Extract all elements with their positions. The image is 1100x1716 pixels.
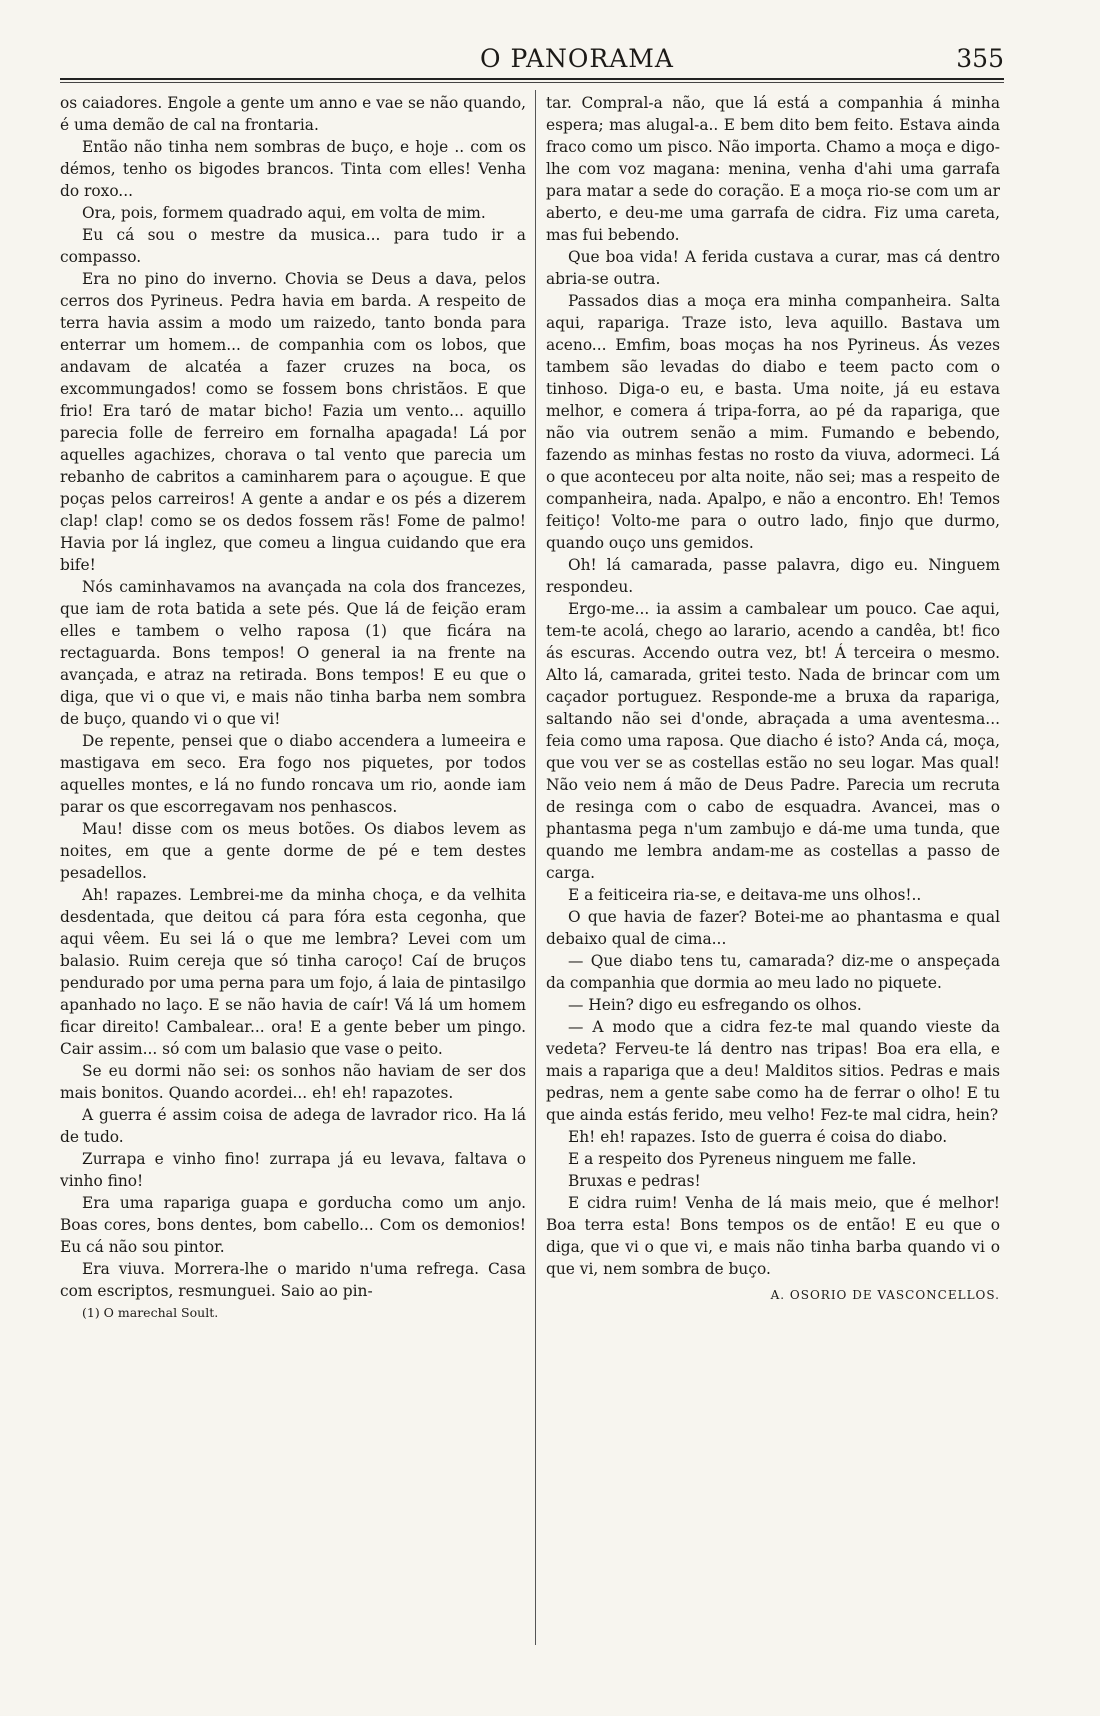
author-signature: A. OSORIO DE VASCONCELLOS. — [770, 1288, 1000, 1302]
paragraph: Era no pino do inverno. Chovia se Deus a dava, pelos cerros dos Pyrineus. Pedra havia em barda. A respeito de terra havia assim a modo um raizedo, tanto bonda para enterrar um homem... de companhia com os lobos, que andavam de alcatéa a fazer cruzes na boca, os excommungados! como se fossem bons christãos. E que frio! Era taró de matar bicho! Fazia um vento... aquillo parecia folle de ferreiro em fornalha apagada! Lá por aquelles agachizes, chorava o tal vento que parecia um rebanho de cabritos a caminharem para o açougue. E que poças pelos carreiros! A gente a andar e os pés a dizerem clap! clap! como se os dedos fossem rãs! Fome de palmo! Havia por lá inglez, que comeu a lingua cuidando que era bife! — [60, 270, 526, 574]
paragraph: — A modo que a cidra fez-te mal quando vieste da vedeta? Ferveu-te lá dentro nas tripas! Boa era ella, e mais a rapariga que a deu! Malditos sitios. Pedras e mais pedras, nem a gente sabe como ha de ferrar o olho! E tu que ainda estás ferido, meu velho! Fez-te mal cidra, hein? — [546, 1018, 1000, 1124]
page-number: 355 — [956, 44, 1004, 73]
paragraph: Ora, pois, formem quadrado aqui, em volta de mim. — [82, 204, 486, 222]
paragraph: Passados dias a moça era minha companheira. Salta aqui, rapariga. Traze isto, leva aquillo. Bastava um aceno... Emfim, boas moças ha nos Pyrineus. Ás vezes tambem são levadas do diabo e teem pacto com o tinhoso. Diga-o eu, e basta. Uma noite, já eu estava melhor, e comera á tripa-forra, ao pé da rapariga, que não via outrem senão a mim. Fumando e bebendo, fazendo as minhas festas no rosto da viuva, adormeci. Lá o que aconteceu por alta noite, não sei; mas a respeito de companheira, nada. Apalpo, e não a encontro. Eh! Temos feitiço! Volto-me para o outro lado, finjo que durmo, quando ouço uns gemidos. — [546, 292, 1000, 552]
column-divider — [535, 90, 536, 1645]
paragraph: O que havia de fazer? Botei-me ao phantasma e qual debaixo qual de cima... — [546, 908, 1000, 948]
paragraph: tar. Compral-a não, que lá está a companhia á minha espera; mas alugal-a.. E bem dito bem feito. Estava ainda fraco como um pisco. Não importa. Chamo a moça e digo-lhe com voz magana: menina, venha d'ahi uma garrafa para matar a sede do coração. E a moça rio-se com um ar aberto, e deu-me uma garrafa de cidra. Fiz uma careta, mas fui bebendo. — [546, 94, 1000, 244]
paragraph: Eu cá sou o mestre da musica... para tudo ir a compasso. — [60, 226, 526, 266]
paragraph: Eh! eh! rapazes. Isto de guerra é coisa do diabo. — [568, 1128, 948, 1146]
header-rule — [60, 78, 1004, 80]
paragraph: Nós caminhavamos na avançada na cola dos francezes, que iam de rota batida a sete pés. Que lá de feição eram elles e tambem o velho raposa (1) que ficára na rectaguarda. Bons tempos! O general ia na frente na avançada, e atraz na retirada. Bons tempos! E eu que o diga, que vi o que vi, e mais não tinha barba nem sombra de buço, quando vi o que vi! — [60, 578, 526, 728]
paragraph: Era viuva. Morrera-lhe o marido n'uma refrega. Casa com escriptos, resmunguei. Saio ao pin- — [60, 1260, 526, 1300]
left-column — [60, 92, 526, 1656]
paragraph: Bruxas e pedras! — [568, 1172, 701, 1190]
header-rule-thin — [60, 82, 1004, 83]
paragraph: E a respeito dos Pyreneus ninguem me falle. — [568, 1150, 917, 1168]
paragraph: E a feiticeira ria-se, e deitava-me uns olhos!.. — [568, 886, 922, 904]
paragraph: Ah! rapazes. Lembrei-me da minha choça, e da velhita desdentada, que deitou cá para fóra esta cegonha, que aqui vêem. Eu sei lá o que me lembra? Levei com um balasio. Ruim cereja que só tinha caroço! Caí de bruços pendurado por uma perna para um fojo, á laia de pintasilgo apanhado no laço. E se não havia de caír! Vá lá um homem ficar direito! Cambalear... ora! E a gente beber um pingo. Cair assim... só com um balasio que vase o peito. — [60, 886, 526, 1058]
paragraph: A guerra é assim coisa de adega de lavrador rico. Ha lá de tudo. — [60, 1106, 526, 1146]
paragraph: Mau! disse com os meus botões. Os diabos levem as noites, em que a gente dorme de pé e tem destes pesadellos. — [60, 820, 526, 882]
paragraph: Zurrapa e vinho fino! zurrapa já eu levava, faltava o vinho fino! — [60, 1150, 526, 1190]
right-column — [546, 92, 1000, 1656]
publication-title: O PANORAMA — [480, 44, 674, 73]
paragraph: Ergo-me... ia assim a cambalear um pouco. Cae aqui, tem-te acolá, chego ao larario, acendo a candêa, bt! fico ás escuras. Accendo outra vez, bt! Á terceira o mesmo. Alto lá, camarada, gritei testo. Nada de brincar com um caçador portuguez. Responde-me a bruxa da rapariga, saltando não sei d'onde, abraçada a uma aventesma... feia como uma raposa. Que diacho é isto? Anda cá, moça, que vou ver se as costellas estão no seu logar. Mas qual! Não veio nem á mão de Deus Padre. Parecia um recruta de resinga com o cabo de esquadra. Avancei, mas o phantasma pega n'um zambujo e dá-me uma tunda, que quando me lembra andam-me as costellas a passo de carga. — [546, 600, 1000, 882]
paragraph: De repente, pensei que o diabo accendera a lumeeira e mastigava em seco. Era fogo nos piquetes, por todos aquelles montes, e lá no fundo roncava um rio, aonde iam parar os que escorregavam nos penhascos. — [60, 732, 526, 816]
footnote: (1) O marechal Soult. — [82, 1305, 219, 1320]
paragraph: Que boa vida! A ferida custava a curar, mas cá dentro abria-se outra. — [546, 248, 1000, 288]
paragraph: Oh! lá camarada, passe palavra, digo eu. Ninguem respondeu. — [546, 556, 1000, 596]
paragraph: E cidra ruim! Venha de lá mais meio, que é melhor! Boa terra esta! Bons tempos os de então! E eu que o diga, que vi o que vi, e mais não tinha barba quando vi o que vi, nem sombra de buço. — [546, 1194, 1000, 1278]
paragraph: — Hein? digo eu esfregando os olhos. — [568, 996, 862, 1014]
paragraph: os caiadores. Engole a gente um anno e vae se não quando, é uma demão de cal na frontaria. — [60, 94, 526, 134]
paragraph: — Que diabo tens tu, camarada? diz-me o anspeçada da companhia que dormia ao meu lado no piquete. — [546, 952, 1000, 992]
paragraph: Se eu dormi não sei: os sonhos não haviam de ser dos mais bonitos. Quando acordei... eh! eh! rapazotes. — [60, 1062, 526, 1102]
paragraph: Então não tinha nem sombras de buço, e hoje .. com os démos, tenho os bigodes brancos. Tinta com elles! Venha do roxo... — [60, 138, 526, 200]
page-header — [60, 40, 1004, 80]
paragraph: Era uma rapariga guapa e gorducha como um anjo. Boas cores, bons dentes, bom cabello... Com os demonios! Eu cá não sou pintor. — [60, 1194, 526, 1256]
